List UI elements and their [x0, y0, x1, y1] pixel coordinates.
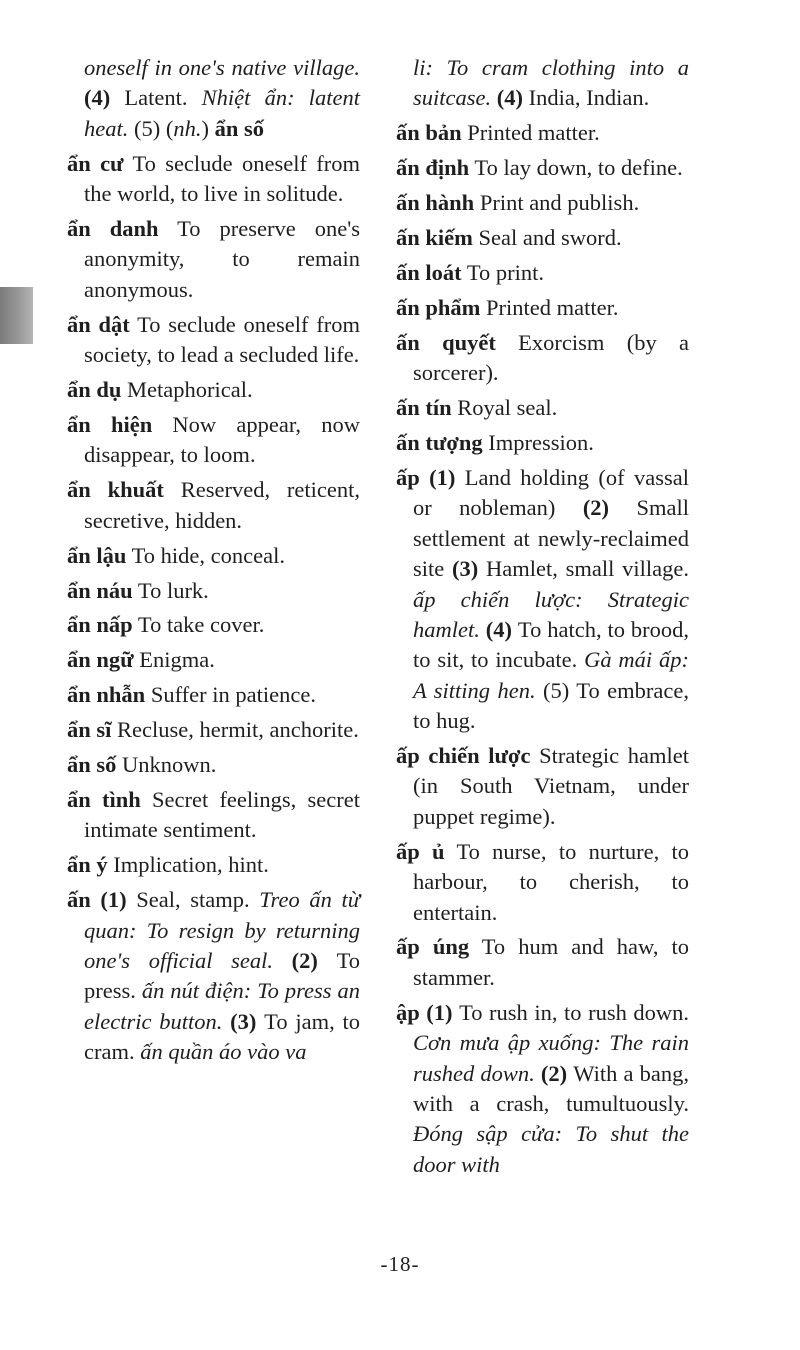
definition-text: To seclude oneself from society, to lead a secluded life.	[84, 311, 360, 368]
dictionary-entry	[67, 410, 360, 471]
dictionary-entry	[67, 310, 360, 371]
example: Treo ấn từ quan: To resign by returning one's official seal.	[84, 887, 360, 973]
definition-text: Recluse, hermit, anchorite.	[111, 717, 359, 743]
dictionary-entry	[396, 223, 689, 253]
headword: ẩn hiện	[67, 411, 153, 437]
dictionary-entry	[67, 149, 360, 210]
definition-text: Land holding (of vassal or nobleman)	[413, 464, 689, 521]
definition-text: To seclude oneself from the world, to live in solitude.	[84, 150, 360, 207]
right-column	[396, 53, 689, 1185]
example: oneself in one's native village.	[84, 55, 360, 80]
example: ấn quần áo vào va	[140, 1039, 307, 1065]
headword: ẩn lậu	[67, 542, 127, 568]
example: ấn nút điện: To press an electric button.	[84, 978, 360, 1034]
definition-text: Secret feelings, secret intimate sentiment.	[84, 786, 360, 843]
definition-text: Implication, hint.	[107, 852, 269, 878]
definition-text: To lurk.	[132, 577, 209, 603]
example: Đóng sập cửa: To shut the door with	[413, 1121, 689, 1177]
dictionary-entry	[67, 214, 360, 305]
sense-number: (1)	[90, 887, 137, 913]
definition-text: To jam, to cram.	[84, 1008, 360, 1065]
definition-text: Print and publish.	[474, 190, 640, 216]
headword: ẩn sĩ	[67, 717, 112, 743]
definition-text: Exorcism (by a sorcerer).	[413, 329, 689, 386]
sense-number: (4)	[479, 616, 518, 642]
definition-text: Reserved, reticent, secretive, hidden.	[84, 477, 360, 533]
sense-number: (2)	[534, 1060, 574, 1086]
definition-text: Printed matter.	[480, 294, 619, 320]
sense-number: (1)	[419, 464, 465, 490]
sense-number: (3)	[444, 556, 487, 582]
headword: ẩn danh	[67, 216, 159, 242]
headword: ấp ủ	[396, 838, 445, 864]
headword: ẩn dụ	[67, 377, 122, 403]
dictionary-entry	[67, 680, 360, 710]
dictionary-entry	[67, 541, 360, 571]
definition-text: Now appear, now disappear, to loom.	[84, 411, 360, 468]
example: nh.	[173, 115, 202, 141]
definition-text: )	[201, 115, 215, 141]
definition-text: Enigma.	[133, 647, 215, 673]
definition-text: Small settlement at newly-reclaimed site	[413, 495, 689, 582]
example: li: To cram clothing into a suitcase.	[413, 55, 689, 111]
headword: ẩn số	[214, 115, 265, 141]
example: Nhiệt ẩn: latent heat.	[84, 85, 360, 141]
definition-text: To print.	[461, 259, 545, 285]
definition-text: Strategic hamlet (in South Vietnam, under puppet regime).	[413, 743, 690, 829]
headword: ấn	[67, 887, 91, 913]
headword: ấp chiến lược	[396, 743, 531, 769]
dictionary-entry	[67, 885, 360, 1067]
dictionary-entry	[396, 258, 689, 288]
example: Gà mái ấp: A sitting hen.	[413, 647, 689, 703]
dictionary-entry	[67, 785, 360, 846]
dictionary-entry	[67, 576, 360, 606]
dictionary-entry	[396, 328, 689, 389]
definition-text: To lay down, to define.	[469, 155, 683, 181]
definition-text: Suffer in patience.	[145, 682, 316, 708]
headword: ấn tượng	[396, 429, 483, 455]
left-column	[67, 53, 360, 1072]
sense-number: (3)	[222, 1008, 265, 1034]
headword: ấn phẩm	[396, 294, 481, 320]
sense-number: (1)	[419, 999, 460, 1025]
headword: ấn kiếm	[396, 225, 473, 251]
headword: ẩn dật	[67, 311, 130, 337]
definition-text: Metaphorical.	[121, 377, 253, 403]
headword: ẩn náu	[67, 577, 133, 603]
headword: ấp úng	[396, 934, 470, 960]
dictionary-entry	[67, 850, 360, 880]
headword: ấn tín	[396, 395, 452, 421]
definition-text: To press.	[84, 947, 360, 1004]
definition-text: To nurse, to nurture, to harbour, to cherish, to entertain.	[413, 838, 690, 925]
headword: ẩn nấp	[67, 612, 133, 638]
dictionary-entry	[67, 375, 360, 405]
definition-text: Unknown.	[116, 752, 217, 778]
example: Cơn mưa ập xuống: The rain rushed down.	[413, 1030, 689, 1086]
definition-text: India, Indian.	[528, 85, 650, 111]
headword: ấp	[396, 464, 420, 490]
headword: ập	[396, 999, 420, 1025]
definition-text: (5) To embrace, to hug.	[413, 677, 689, 734]
headword: ấn hành	[396, 190, 475, 216]
headword: ấn bản	[396, 120, 462, 146]
definition-text: To take cover.	[132, 612, 265, 638]
definition-text: To hatch, to brood, to sit, to incubate.	[413, 616, 689, 673]
dictionary-entry	[396, 428, 689, 458]
dictionary-entry	[396, 293, 689, 323]
sense-number: (2)	[555, 495, 637, 521]
dictionary-entry	[396, 118, 689, 148]
definition-text: To preserve one's anonymity, to remain anonymous.	[84, 216, 361, 302]
dictionary-entry-continuation	[396, 53, 689, 114]
dictionary-entry	[396, 393, 689, 423]
example: ấp chiến lược: Strategic hamlet.	[413, 586, 689, 642]
dictionary-entry-continuation	[67, 53, 360, 144]
dictionary-entry	[396, 741, 689, 832]
sense-number: (2)	[273, 947, 337, 973]
headword: ẩn số	[67, 752, 117, 778]
definition-text: With a bang, with a crash, tumultuously.	[413, 1060, 689, 1116]
dictionary-entry	[67, 715, 360, 745]
dictionary-entry	[67, 610, 360, 640]
definition-text: Hamlet, small village.	[486, 556, 689, 582]
headword: ẩn ý	[67, 852, 108, 878]
sense-number: (4)	[491, 85, 529, 111]
definition-text: Printed matter.	[461, 120, 600, 146]
dictionary-entry	[67, 645, 360, 675]
definition-text: Impression.	[482, 429, 594, 455]
dictionary-entry	[67, 475, 360, 536]
dictionary-entry	[396, 998, 689, 1180]
definition-text: To hide, conceal.	[126, 542, 285, 568]
definition-text: To hum and haw, to stammer.	[413, 934, 689, 990]
headword: ấn quyết	[396, 329, 496, 355]
dictionary-entry	[396, 463, 689, 737]
dictionary-entry	[396, 153, 689, 183]
headword: ẩn cư	[67, 150, 124, 176]
headword: ẩn khuất	[67, 477, 164, 503]
headword: ẩn ngữ	[67, 647, 134, 673]
headword: ấn loát	[396, 259, 462, 285]
definition-text: Royal seal.	[451, 395, 558, 421]
page-number: -18-	[380, 1252, 420, 1276]
dictionary-entry	[67, 750, 360, 780]
sense-number: (4)	[84, 85, 125, 111]
dictionary-entry	[396, 932, 689, 993]
headword: ẩn nhẫn	[67, 682, 146, 708]
definition-text: To rush in, to rush down.	[459, 999, 689, 1025]
definition-text: (5) (	[128, 115, 174, 141]
dictionary-entry	[396, 188, 689, 218]
definition-text: Seal and sword.	[472, 225, 622, 251]
headword: ấn định	[396, 155, 470, 181]
thumb-index-tab	[0, 287, 33, 344]
dictionary-entry	[396, 837, 689, 928]
definition-text: Seal, stamp.	[136, 887, 260, 913]
headword: ẩn tình	[67, 786, 141, 812]
definition-text: Latent.	[124, 85, 202, 111]
